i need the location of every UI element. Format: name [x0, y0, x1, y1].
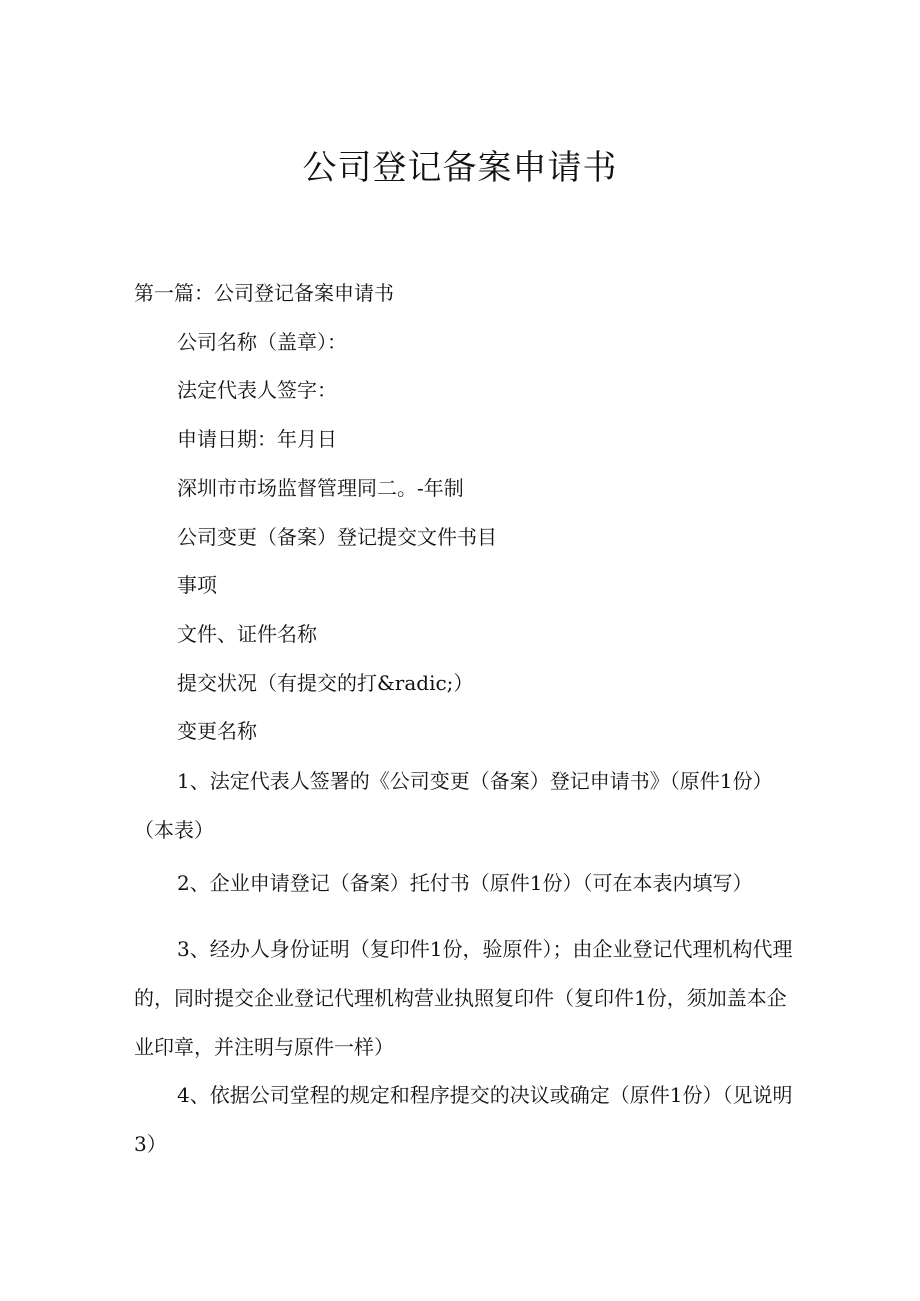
section-heading: 第一篇：公司登记备案申请书 — [134, 281, 394, 305]
list-item: 2、企业申请登记（备案）托付书（原件1份）（可在本表内填写） — [177, 871, 753, 895]
page-title: 公司登记备案申请书 — [302, 148, 618, 188]
matter-header: 事项 — [177, 573, 217, 597]
document-name-header: 文件、证件名称 — [177, 622, 317, 646]
submit-status-header: 提交状况（有提交的打&radic;） — [177, 671, 474, 695]
application-date-label: 申请日期：年月日 — [177, 427, 337, 451]
submission-list-title: 公司变更（备案）登记提交文件书目 — [177, 525, 497, 549]
company-name-field-label: 公司名称（盖章）： — [177, 330, 347, 354]
issuer-line: 深圳市市场监督管理同二。-年制 — [177, 476, 464, 500]
legal-representative-signature-label: 法定代表人签字： — [177, 378, 337, 402]
list-item: 1、法定代表人签署的《公司变更（备案）登记申请书》（原件1份）（本表） — [134, 769, 773, 842]
list-item: 4、依据公司堂程的规定和程序提交的决议或确定（原件1份）（见说明3） — [134, 1083, 793, 1156]
change-name-section: 变更名称 — [177, 719, 257, 743]
list-item: 3、经办人身份证明（复印件1份，验原件）；由企业登记代理机构代理的，同时提交企业登记代理机构营业执照复印件（复印件1份，须加盖本企业印章，并注明与原件一样） — [134, 937, 793, 1059]
